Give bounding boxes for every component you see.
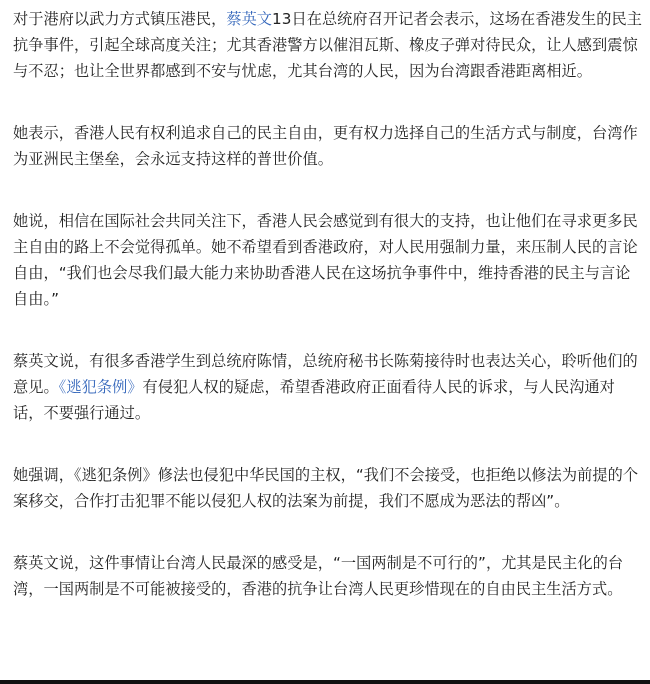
- paragraph-3: 她说，相信在国际社会共同关注下，香港人民会感觉到有很大的支持，也让他们在寻求更多民主自由的路上不会觉得孤单。她不希望看到香港政府，对人民用强制力量，来压制人民的言论自由，“我们也会尽我们最大能力来协助香港人民在这场抗争事件中，维持香港的民主与言论自由。”: [13, 212, 638, 308]
- bottom-divider: [0, 680, 650, 684]
- paragraph-4-rest: 有侵犯人权的疑虑，希望香港政府正面看待人民的诉求，与人民沟通对话，不要强行通过。: [13, 378, 615, 422]
- paragraph-1-lead: 对于港府以武力方式镇压港民，: [13, 10, 227, 28]
- extradition-bill-link[interactable]: 《逃犯条例》: [58, 378, 143, 396]
- paragraph-6: 蔡英文说，这件事情让台湾人民最深的感受是，“一国两制是不可行的”，尤其是民主化的台湾，一国两制是不可能被接受的，香港的抗争让台湾人民更珍惜现在的自由民主生活方式。: [13, 554, 624, 598]
- article-body: [13, 6, 643, 638]
- paragraph-4: [13, 348, 643, 426]
- paragraph-4-lead: 蔡英文说，有很多香港学生到总统府陈情，总统府秘书长陈菊接待时也表达关心，聆听他们的意见。: [13, 352, 638, 396]
- paragraph-1-rest: 13日在总统府召开记者会表示，这场在香港发生的民主抗争事件，引起全球高度关注；尤其香港警方以催泪瓦斯、橡皮子弹对待民众，让人感到震惊与不忍；也让全世界都感到不安与忧虑，尤其台湾的人民，因为台湾跟香港距离相近。: [13, 10, 642, 80]
- paragraph-1: [13, 6, 643, 84]
- paragraph-5: 她强调，《逃犯条例》修法也侵犯中华民国的主权，“我们不会接受，也拒绝以修法为前提的个案移交，合作打击犯罪不能以侵犯人权的法案为前提，我们不愿成为恶法的帮凶”。: [13, 466, 639, 510]
- paragraph-2: 她表示，香港人民有权利追求自己的民主自由，更有权力选择自己的生活方式与制度，台湾作为亚洲民主堡垒，会永远支持这样的普世价值。: [13, 124, 638, 168]
- tsai-ing-wen-link[interactable]: 蔡英文: [226, 10, 273, 28]
